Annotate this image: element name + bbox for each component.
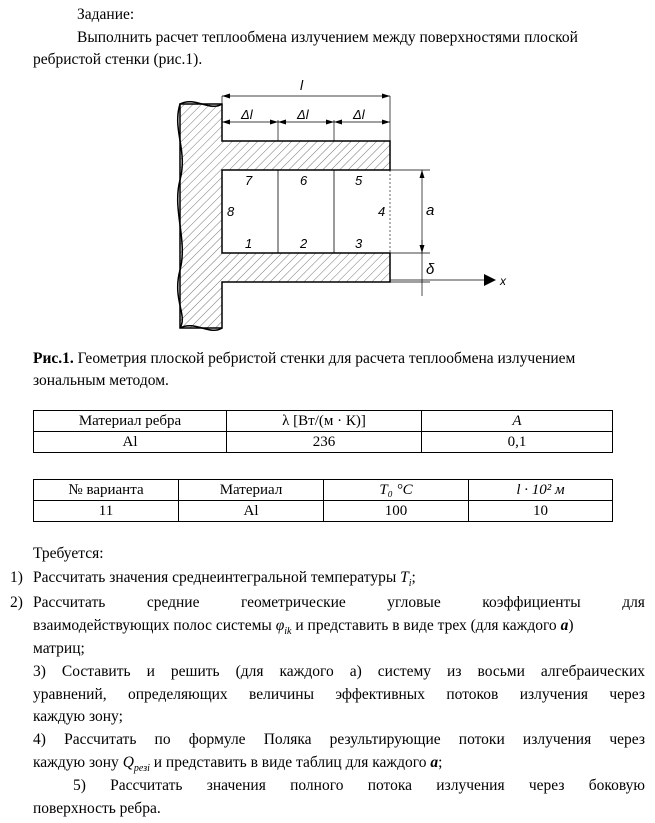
fin-wall-figure bbox=[150, 70, 530, 340]
requirement-3-text: 3) Составить и решить (для каждого a) систему из восьми алгебраических bbox=[33, 663, 645, 680]
task-line-2: ребристой стенки (рис.1). bbox=[33, 51, 203, 68]
zone-5-label: 5 bbox=[355, 173, 363, 188]
requirement-4-text: каждую зону bbox=[33, 754, 123, 771]
requirement-2-var: φ bbox=[275, 617, 285, 634]
requirement-5-text: 5) Рассчитать значения полного потока излучения через боковую bbox=[73, 777, 645, 794]
figure-caption-line-1 bbox=[33, 349, 575, 369]
requirement-2-text: взаимодействующих полос системы bbox=[33, 617, 276, 634]
requirement-5-line-1 bbox=[73, 776, 645, 796]
requirement-3-line-2 bbox=[33, 685, 645, 705]
dim-delta-label: δ bbox=[426, 261, 435, 278]
zone-4-label: 4 bbox=[378, 204, 386, 219]
variant-table-header: № варианта bbox=[34, 480, 179, 501]
zone-2-label: 2 bbox=[300, 236, 308, 251]
requirement-2-word: средние bbox=[146, 594, 200, 611]
heading: Задание: bbox=[77, 6, 135, 23]
requirement-4-line-1 bbox=[33, 730, 645, 750]
requirement-1-number: 1) bbox=[10, 569, 23, 586]
requirement-4-sub: резi bbox=[133, 763, 150, 775]
requirement-2-word: геометрические bbox=[240, 594, 346, 611]
requirement-1-text: Рассчитать значения среднеинтегральной температуры bbox=[33, 569, 401, 586]
requirement-4-var: Q bbox=[122, 754, 134, 771]
requirement-1-var: T bbox=[400, 569, 409, 586]
requirement-3-line-1 bbox=[33, 662, 645, 682]
x-axis-arrow bbox=[484, 274, 496, 286]
dim-a-label: a bbox=[426, 202, 435, 219]
zone-1-label: 1 bbox=[245, 236, 253, 251]
requirement-2-text: и представить в виде трех (для каждого bbox=[291, 617, 561, 634]
variant-table-header: T₀ °C bbox=[324, 480, 469, 501]
requirement-2-line-2 bbox=[33, 616, 573, 636]
requirement-2-word: коэффициенты bbox=[482, 594, 581, 611]
requirement-2-line-1 bbox=[33, 593, 645, 613]
requirement-2-line-3: матриц; bbox=[33, 640, 85, 657]
x-axis-label: x bbox=[500, 274, 506, 288]
requirement-5-line-2: поверхность ребра. bbox=[33, 800, 161, 817]
requirements-title: Требуется: bbox=[33, 545, 104, 562]
variant-table-cell: 10 bbox=[469, 501, 613, 522]
requirement-4-text: и представить в виде таблиц для каждого bbox=[149, 754, 431, 771]
figure-caption-bold: Рис.1. bbox=[33, 350, 74, 367]
requirement-4-line-2 bbox=[33, 753, 442, 773]
variant-table-header: Материал bbox=[179, 480, 324, 501]
figure-caption-rest: Геометрия плоской ребристой стенки для расчета теплообмена излучением bbox=[73, 350, 576, 367]
material-table-cell: Al bbox=[34, 432, 227, 453]
requirement-1 bbox=[33, 568, 416, 588]
requirement-1-sub: i bbox=[408, 578, 412, 590]
variant-table-cell: 11 bbox=[34, 501, 179, 522]
variant-table-header: l · 10² м bbox=[469, 480, 613, 501]
requirement-2-word: Рассчитать bbox=[33, 594, 106, 611]
variant-table bbox=[33, 479, 613, 522]
material-table-header: Материал ребра bbox=[34, 411, 227, 432]
requirement-4-text: 4) Рассчитать по формуле Поляка результирующие потоки излучения через bbox=[33, 731, 645, 748]
material-table-cell: 0,1 bbox=[422, 432, 613, 453]
requirement-2-word: для bbox=[622, 594, 645, 611]
dim-l-label: l bbox=[300, 77, 304, 93]
zone-3-label: 3 bbox=[355, 236, 363, 251]
zone-6-label: 6 bbox=[300, 173, 308, 188]
material-table-header: A bbox=[422, 411, 613, 432]
dim-dl-label-1: Δl bbox=[241, 107, 253, 122]
figure-caption-line-2: зональным методом. bbox=[33, 372, 169, 389]
requirement-4-text: ; bbox=[438, 754, 443, 771]
material-table bbox=[33, 410, 613, 453]
requirement-1-end: ; bbox=[411, 569, 416, 586]
requirement-2-word: угловые bbox=[387, 594, 441, 611]
zone-7-label: 7 bbox=[245, 173, 253, 188]
requirement-4-a: a bbox=[430, 754, 439, 771]
requirement-3-text: уравнений, определяющих величины эффективных потоков излучения через bbox=[33, 686, 645, 703]
zone-8-label: 8 bbox=[227, 204, 235, 219]
material-table-cell: 236 bbox=[227, 432, 422, 453]
variant-table-cell: 100 bbox=[324, 501, 469, 522]
material-table-header: λ [Вт/(м · К)] bbox=[227, 411, 422, 432]
wall-body bbox=[180, 104, 390, 328]
requirement-2-sub: ik bbox=[284, 626, 292, 638]
requirement-2-number: 2) bbox=[10, 594, 23, 611]
variant-table-cell: Al bbox=[179, 501, 324, 522]
requirement-3-line-3: каждую зону; bbox=[33, 708, 123, 725]
requirement-2-text: ) bbox=[568, 617, 574, 634]
requirement-2-a: a bbox=[560, 617, 569, 634]
task-line-1: Выполнить расчет теплообмена излучением между поверхностями плоской bbox=[77, 29, 578, 46]
dim-dl-label-3: Δl bbox=[353, 107, 365, 122]
dim-dl-label-2: Δl bbox=[297, 107, 309, 122]
